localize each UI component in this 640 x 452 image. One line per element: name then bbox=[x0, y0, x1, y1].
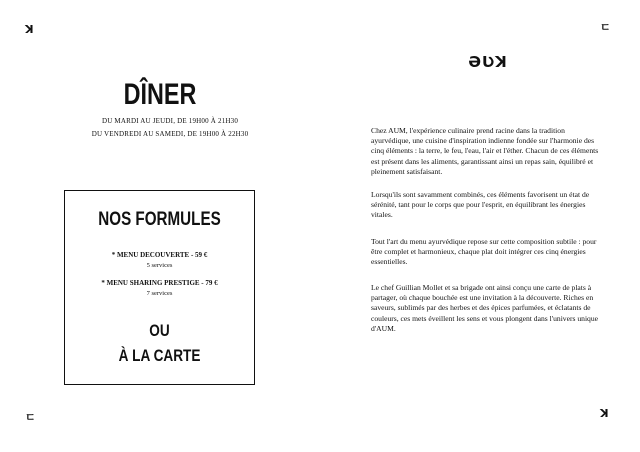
schedule-line: DU VENDREDI AU SAMEDI, DE 19H00 À 22H30 bbox=[91, 130, 249, 138]
menu-item-services: 5 services bbox=[146, 262, 173, 269]
schedule-line: DU MARDI AU JEUDI, DE 19H00 À 21H30 bbox=[101, 117, 239, 125]
paragraph-text: Le chef Guillian Mollet et sa brigade ont ainsi conçu une carte de plats à partager, où chaque bouchée est une invitation à la découverte. Riches en saveurs, sublimés par des herbes et des épices parfumées, et éclatants de couleurs, ces mets éveillent les sens et vous plongent dans l'univers unique d'AUM. bbox=[371, 283, 599, 333]
page-title: DÎNER bbox=[123, 78, 197, 111]
paragraph-text: Tout l'art du menu ayurvédique repose sur cette composition subtile : pour être complet et harmonieux, chaque plat doit intégrer ces cinq énergies essentielles. bbox=[371, 237, 597, 267]
formulas-box bbox=[64, 190, 255, 385]
menu-item-name: * MENU SHARING PRESTIGE - 79 € bbox=[101, 279, 218, 287]
menu-item-services: 7 services bbox=[146, 290, 173, 297]
aum-logo: ƏƲꓘ bbox=[468, 53, 508, 71]
formulas-title: NOS FORMULES bbox=[98, 209, 221, 230]
balance-paragraph bbox=[371, 190, 606, 221]
paragraph-text: Lorsqu'ils sont savamment combinés, ces éléments favorisent un état de sérénité, tant pour le corps que pour l'esprit, en équilibrant les énergies vitales. bbox=[371, 190, 590, 220]
corner-mark-bottom-left: ㄷ bbox=[25, 411, 36, 424]
composition-paragraph bbox=[371, 237, 606, 268]
corner-mark-bottom-right: ꓘ bbox=[600, 407, 609, 420]
intro-paragraph bbox=[371, 126, 606, 177]
menu-item-name: * MENU DECOUVERTE - 59 € bbox=[111, 251, 208, 259]
or-label: OU bbox=[149, 321, 170, 340]
paragraph-text: Chez AUM, l'expérience culinaire prend racine dans la tradition ayurvédique, une cuisine d'inspiration indienne fondée sur l'harmonie des cinq éléments : la terre, le feu, l'eau, l'air et l'éther. Chacun de ces éléments est présent dans les aliments, garantissant ainsi un repas sain, équilibré et pleinement satisfaisant. bbox=[371, 126, 599, 176]
a-la-carte-label: À LA CARTE bbox=[118, 346, 201, 365]
corner-mark-top-left: ꓘ bbox=[25, 23, 34, 36]
corner-mark-top-right: ㄷ bbox=[600, 21, 611, 34]
chef-paragraph bbox=[371, 283, 606, 334]
